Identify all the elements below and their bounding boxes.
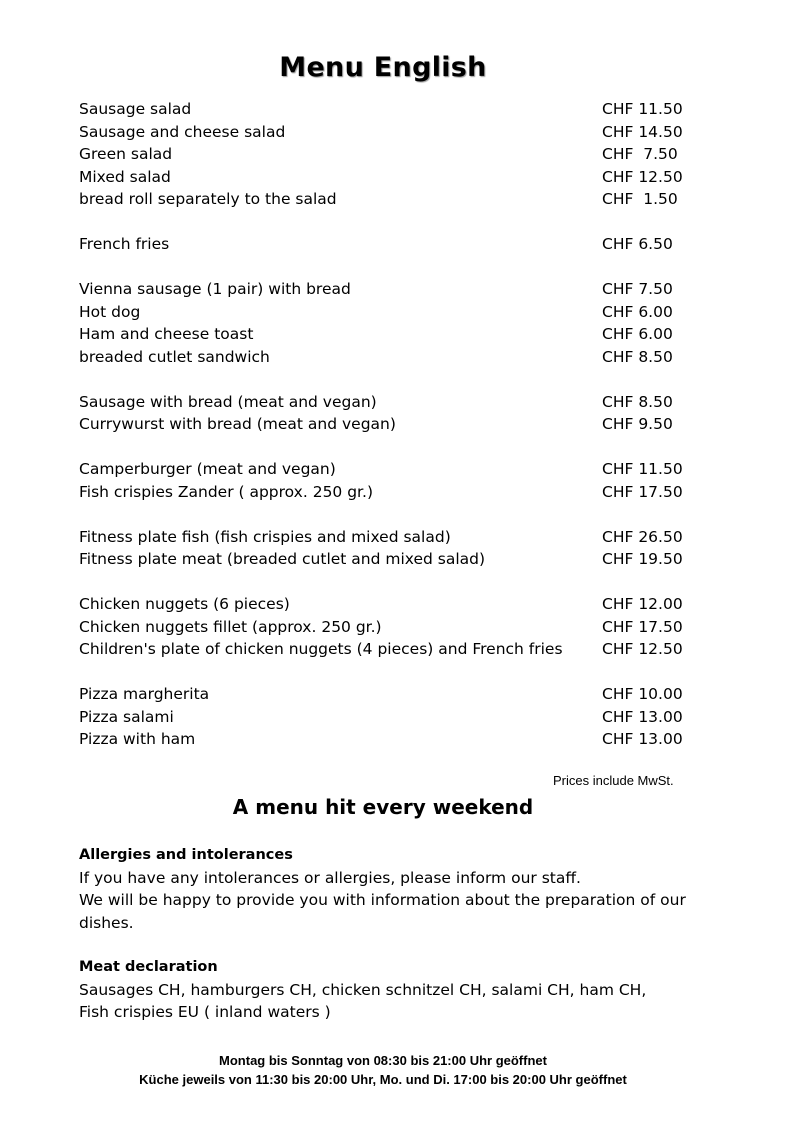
menu-group-burgers: [79, 458, 719, 503]
kitchen-hours-line: Küche jeweils von 11:30 bis 20:00 Uhr, Mo. und Di. 17:00 bis 20:00 Uhr geöffnet: [139, 1072, 627, 1087]
item-name: Chicken nuggets (6 pieces): [79, 595, 290, 613]
item-name: Pizza with ham: [79, 730, 196, 748]
item-price: CHF 13.00: [602, 707, 683, 726]
item-price: CHF 11.50: [602, 460, 683, 478]
item-name: Children's plate of chicken nuggets (4 pieces) and French fries: [79, 640, 563, 658]
item-price: CHF 8.50: [602, 392, 673, 411]
allergies-heading: Allergies and intolerances: [79, 847, 293, 863]
allergies-text: If you have any intolerances or allergies, please inform our staff.: [79, 868, 581, 887]
item-price: CHF 6.00: [602, 302, 673, 321]
menu-item: [79, 166, 719, 189]
item-price: CHF 12.50: [602, 640, 683, 658]
item-price: CHF 7.50: [602, 280, 673, 298]
menu-item: [79, 548, 719, 571]
item-price: CHF 7.50: [602, 145, 678, 163]
allergies-text: We will be happy to provide you with information about the preparation of our: [79, 891, 686, 909]
menu-list: [79, 98, 719, 773]
item-name: Sausage salad: [79, 100, 192, 118]
item-name: Ham and cheese toast: [79, 325, 254, 343]
item-price: CHF 13.00: [602, 730, 683, 748]
menu-item: [79, 98, 719, 121]
meat-declaration-heading: Meat declaration: [79, 959, 218, 975]
item-name: Fitness plate meat (breaded cutlet and mixed salad): [79, 550, 486, 568]
menu-item: [79, 458, 719, 481]
opening-hours-line: Montag bis Sonntag von 08:30 bis 21:00 Uhr geöffnet: [219, 1053, 547, 1068]
meat-declaration-text: Fish crispies EU ( inland waters ): [79, 1003, 331, 1021]
item-price: CHF 9.50: [602, 415, 673, 433]
item-price: CHF 11.50: [602, 100, 683, 118]
item-name: Sausage and cheese salad: [79, 122, 286, 141]
item-name: Mixed salad: [79, 167, 171, 186]
item-price: CHF 12.50: [602, 167, 683, 186]
menu-group-sausages: [79, 391, 719, 436]
page-title: Menu English: [279, 52, 487, 83]
menu-group-fries: [79, 233, 719, 256]
menu-item: [79, 323, 719, 346]
item-price: CHF 14.50: [602, 122, 683, 141]
menu-group-chicken: [79, 593, 719, 661]
item-price: CHF 1.50: [602, 190, 678, 208]
item-name: Vienna sausage (1 pair) with bread: [79, 280, 351, 298]
item-price: CHF 26.50: [602, 527, 683, 546]
menu-group-salads: [79, 98, 719, 211]
menu-item: [79, 616, 719, 639]
item-name: Sausage with bread (meat and vegan): [79, 392, 377, 411]
menu-group-pizza: [79, 683, 719, 751]
item-name: French fries: [79, 235, 170, 253]
item-name: Fish crispies Zander ( approx. 250 gr.): [79, 482, 373, 501]
item-name: Camperburger (meat and vegan): [79, 460, 336, 478]
item-price: CHF 8.50: [602, 347, 673, 366]
menu-item: [79, 188, 719, 211]
meat-declaration-text: Sausages CH, hamburgers CH, chicken schnitzel CH, salami CH, ham CH,: [79, 980, 647, 999]
item-name: Pizza margherita: [79, 685, 210, 703]
menu-item: [79, 683, 719, 706]
item-price: CHF 17.50: [602, 482, 683, 501]
menu-item: [79, 706, 719, 729]
allergies-text: dishes.: [79, 913, 134, 932]
menu-item: [79, 346, 719, 369]
item-price: CHF 10.00: [602, 685, 683, 703]
menu-item: [79, 391, 719, 414]
item-name: Green salad: [79, 145, 173, 163]
menu-item: [79, 728, 719, 751]
item-price: CHF 12.00: [602, 595, 683, 613]
menu-item: [79, 143, 719, 166]
item-name: breaded cutlet sandwich: [79, 347, 270, 366]
weekend-hit-heading: A menu hit every weekend: [232, 795, 534, 819]
item-name: Fitness plate fish (fish crispies and mixed salad): [79, 527, 451, 546]
menu-item: [79, 526, 719, 549]
menu-group-fitness: [79, 526, 719, 571]
opening-hours-footer: [0, 1051, 766, 1089]
menu-item: [79, 638, 719, 661]
item-name: Hot dog: [79, 302, 141, 321]
menu-item: [79, 481, 719, 504]
item-price: CHF 17.50: [602, 617, 683, 636]
menu-item: [79, 593, 719, 616]
item-price: CHF 6.00: [602, 325, 673, 343]
prices-note: Prices include MwSt.: [553, 773, 674, 788]
menu-item: [79, 121, 719, 144]
item-name: Pizza salami: [79, 707, 174, 726]
item-name: Chicken nuggets fillet (approx. 250 gr.): [79, 617, 382, 636]
item-price: CHF 19.50: [602, 550, 683, 568]
menu-item: [79, 233, 719, 256]
menu-group-snacks: [79, 278, 719, 368]
item-name: bread roll separately to the salad: [79, 190, 337, 208]
item-name: Currywurst with bread (meat and vegan): [79, 415, 396, 433]
menu-item: [79, 301, 719, 324]
meat-declaration-section: [79, 956, 719, 1024]
menu-item: [79, 413, 719, 436]
menu-item: [79, 278, 719, 301]
item-price: CHF 6.50: [602, 235, 673, 253]
allergies-section: [79, 844, 719, 934]
